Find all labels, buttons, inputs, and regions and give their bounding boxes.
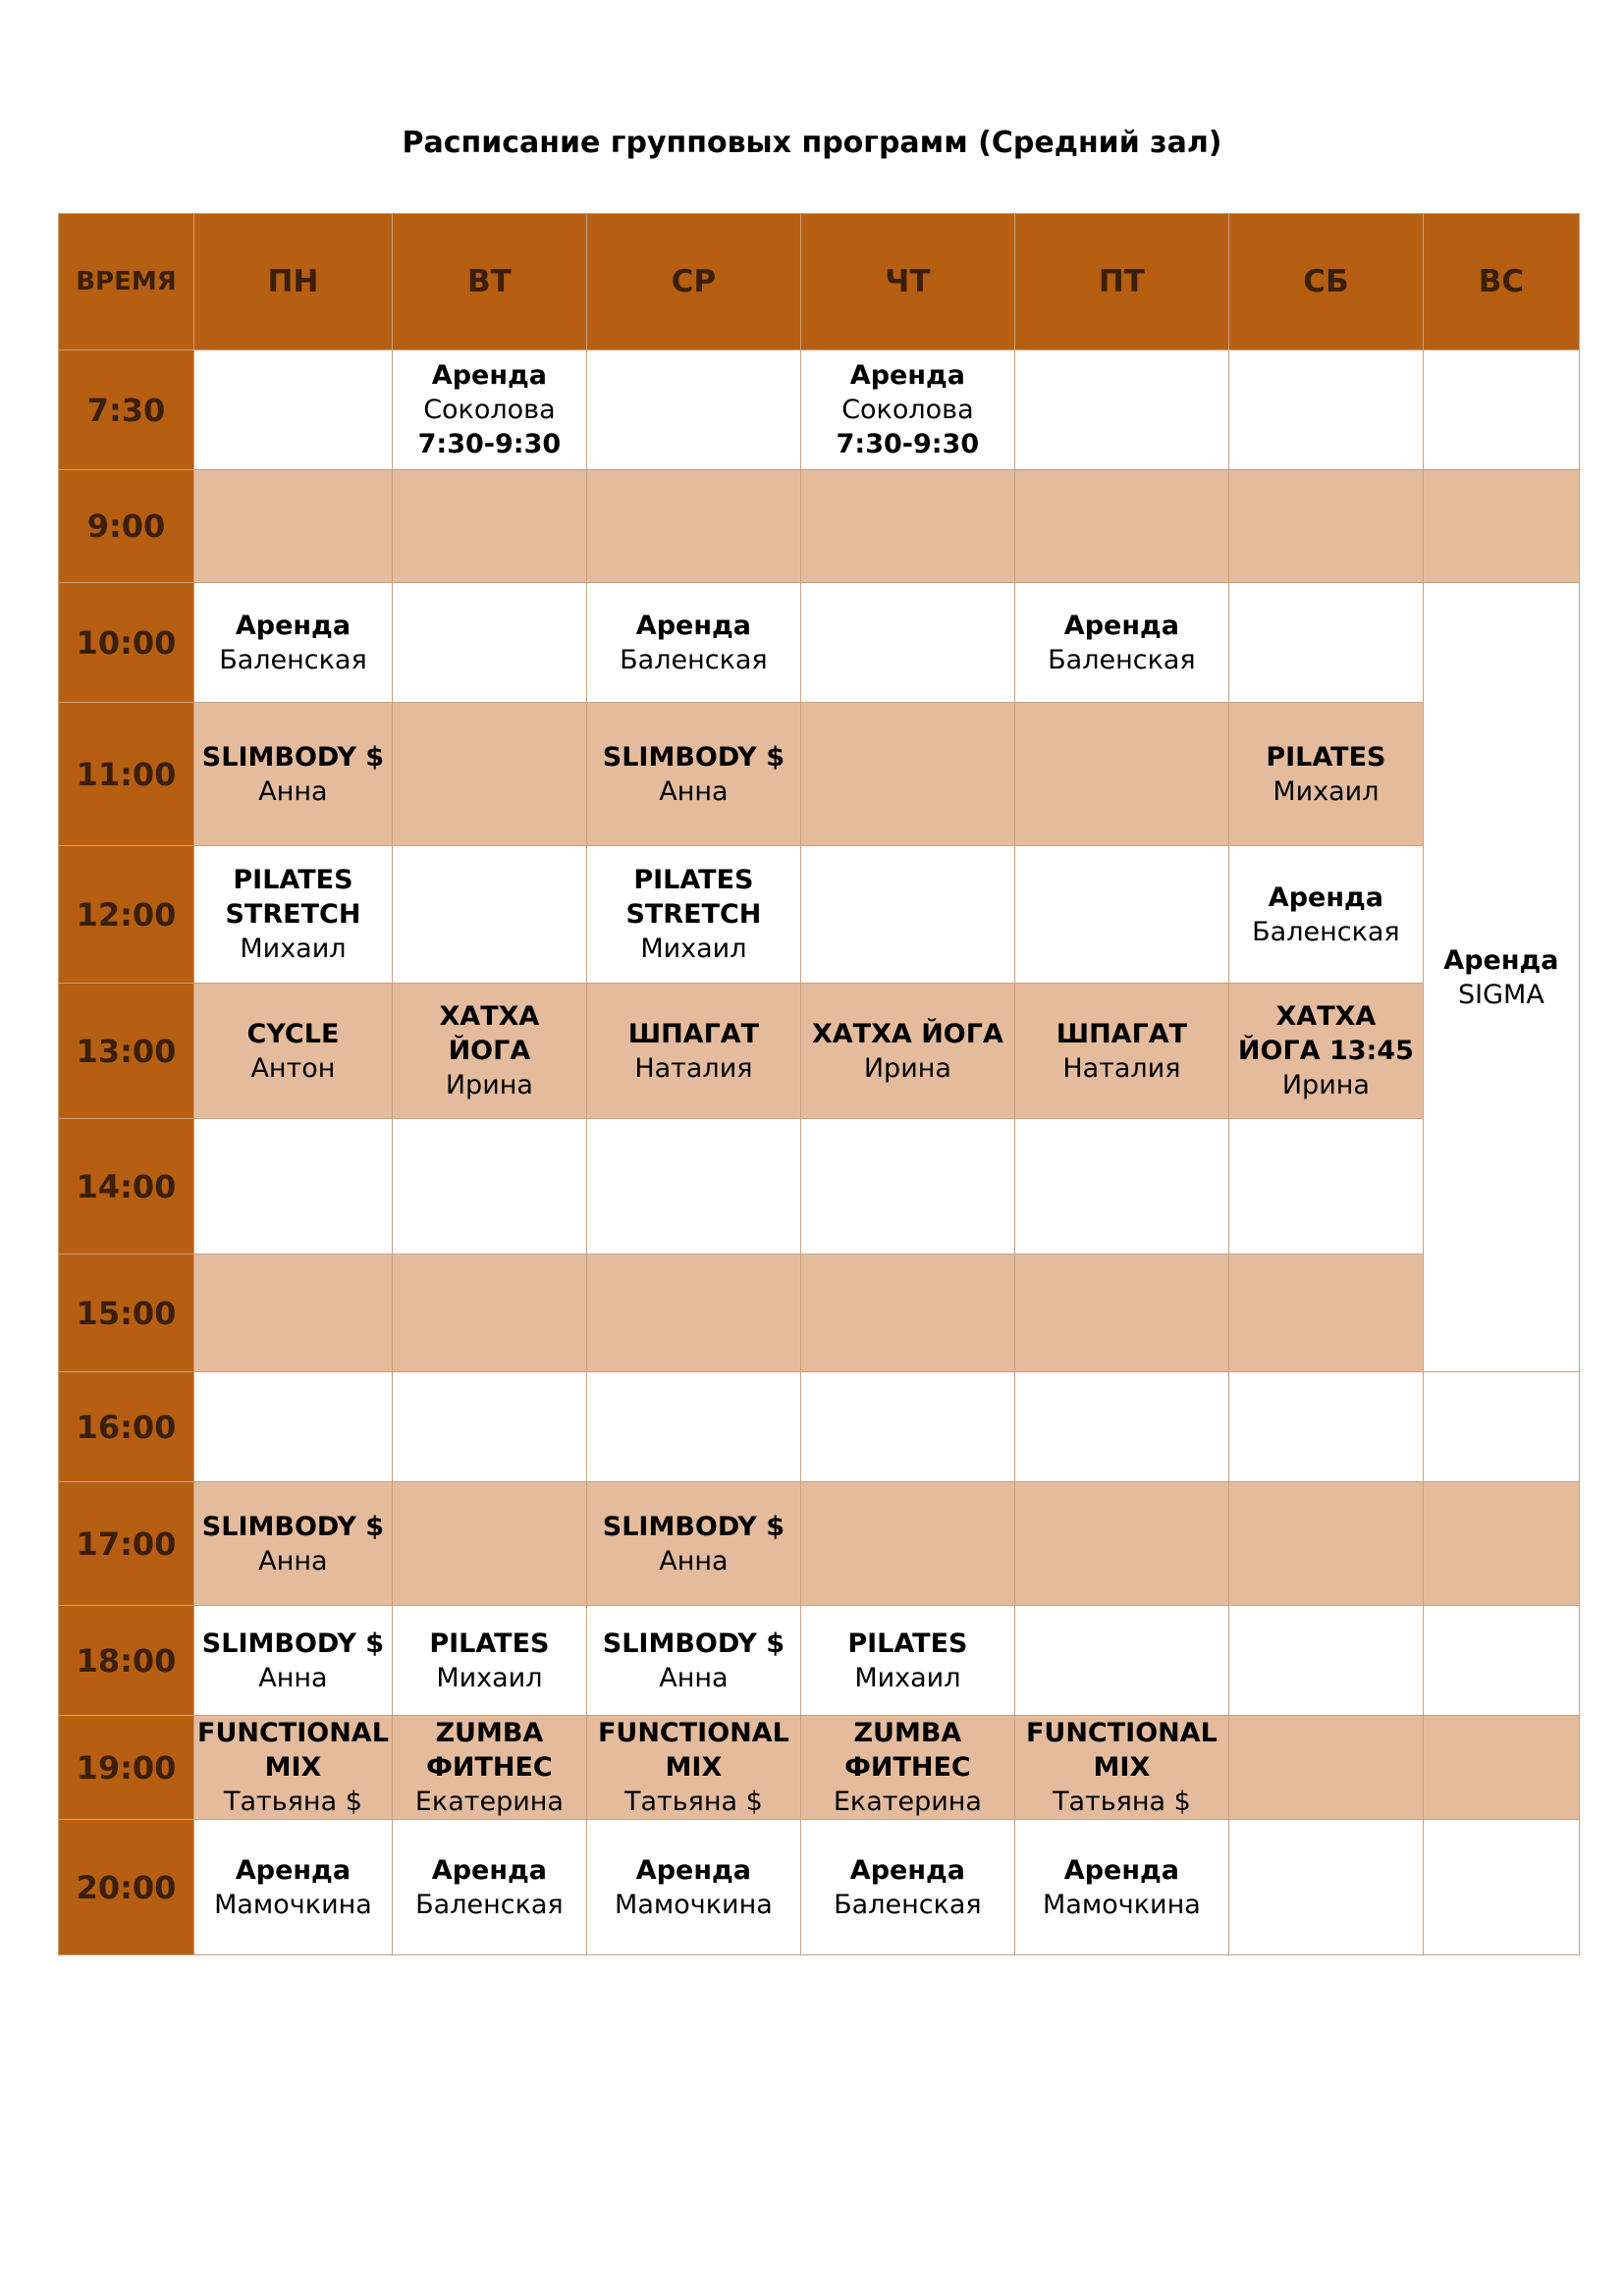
class-name: Аренда [635, 1854, 752, 1886]
class-name: PILATES STRETCH [625, 865, 762, 930]
cell-tue [392, 1482, 586, 1606]
class-name: SLIMBODY $ [201, 1511, 385, 1542]
class-name: Аренда [431, 1854, 548, 1886]
instructor-name: Наталия [634, 1052, 753, 1084]
class-name: SLIMBODY $ [201, 741, 385, 773]
schedule-row [59, 470, 1580, 583]
class-name: Аренда [1063, 1854, 1180, 1886]
instructor-name: Татьяна $ [1052, 1787, 1191, 1817]
instructor-name: Баленская [1252, 916, 1400, 947]
instructor-name: Татьяна $ [224, 1787, 362, 1817]
cell-tue [392, 583, 586, 703]
cell-mon [194, 1482, 393, 1606]
cell-sat [1228, 350, 1423, 470]
cell-fri [1014, 1255, 1228, 1372]
cell-thu [800, 350, 1014, 470]
instructor-name: Мамочкина [615, 1889, 773, 1920]
time-slot: 10:00 [59, 583, 194, 703]
cell-wed [586, 583, 800, 703]
cell-wed [586, 1716, 800, 1820]
instructor-name: Анна [659, 775, 729, 807]
cell-sat [1228, 846, 1423, 984]
page-title: Расписание групповых программ (Средний зал) [402, 126, 1222, 160]
cell-mon [194, 984, 393, 1119]
cell-wed [586, 1820, 800, 1955]
cell-fri [1014, 703, 1228, 846]
cell-thu [800, 1606, 1014, 1716]
header-sun: ВС [1423, 214, 1579, 350]
time-slot: 17:00 [59, 1482, 194, 1606]
instructor-name: Анна [659, 1545, 729, 1576]
schedule-row [59, 1372, 1580, 1482]
cell-wed [586, 470, 800, 583]
instructor-name: Наталия [1062, 1052, 1181, 1084]
cell-thu [800, 470, 1014, 583]
cell-thu [800, 583, 1014, 703]
time-slot: 14:00 [59, 1119, 194, 1255]
instructor-name: Соколова [841, 395, 974, 425]
cell-tue [392, 1606, 586, 1716]
cell-fri [1014, 1606, 1228, 1716]
cell-thu [800, 984, 1014, 1119]
class-name: SLIMBODY $ [602, 741, 785, 773]
instructor-name: Ирина [1281, 1070, 1370, 1100]
class-name: FUNCTIONAL MIX [197, 1718, 389, 1783]
class-name: ШПАГАТ [627, 1018, 760, 1049]
class-name: PILATES STRETCH [225, 865, 361, 930]
cell-sun [1423, 470, 1579, 583]
time-slot: 11:00 [59, 703, 194, 846]
class-name: PILATES [429, 1628, 550, 1659]
cell-fri [1014, 1482, 1228, 1606]
class-time: 7:30-9:30 [417, 429, 562, 459]
instructor-name: Баленская [219, 644, 367, 675]
instructor-name: Михаил [854, 1662, 961, 1693]
cell-mon [194, 350, 393, 470]
cell-thu [800, 846, 1014, 984]
cell-sun [1423, 350, 1579, 470]
instructor-name: Антон [250, 1052, 336, 1084]
cell-wed [586, 1372, 800, 1482]
cell-thu [800, 1482, 1014, 1606]
cell-tue [392, 1820, 586, 1955]
cell-sun [1423, 1372, 1579, 1482]
cell-fri [1014, 984, 1228, 1119]
cell-fri [1014, 470, 1228, 583]
class-name: SLIMBODY $ [602, 1511, 785, 1542]
class-name: Аренда [431, 360, 548, 391]
class-name: ZUMBA ФИТНЕС [844, 1718, 971, 1783]
instructor-name: Михаил [640, 934, 747, 964]
schedule-row [59, 703, 1580, 846]
cell-wed [586, 703, 800, 846]
header-tue: ВТ [392, 214, 586, 350]
cell-fri [1014, 350, 1228, 470]
instructor-name: Михаил [1272, 775, 1380, 807]
schedule-row [59, 1820, 1580, 1955]
class-name: PILATES [847, 1628, 968, 1659]
class-name: FUNCTIONAL MIX [597, 1718, 789, 1783]
schedule-table [58, 213, 1580, 1955]
time-slot: 9:00 [59, 470, 194, 583]
time-slot: 13:00 [59, 984, 194, 1119]
instructor-name: Баленская [834, 1889, 982, 1920]
cell-fri [1014, 583, 1228, 703]
instructor-name: SIGMA [1458, 979, 1544, 1010]
schedule-row [59, 583, 1580, 703]
class-name: Аренда [235, 610, 352, 641]
cell-mon [194, 583, 393, 703]
cell-mon [194, 703, 393, 846]
class-name: Аренда [849, 1854, 966, 1886]
instructor-name: Анна [659, 1662, 729, 1693]
class-name: PILATES [1266, 741, 1386, 773]
header-row [59, 214, 1580, 350]
header-time: ВРЕМЯ [59, 214, 194, 350]
instructor-name: Соколова [423, 395, 556, 425]
cell-mon [194, 1255, 393, 1372]
cell-mon [194, 1716, 393, 1820]
cell-sat [1228, 1820, 1423, 1955]
class-name: ZUMBA ФИТНЕС [426, 1718, 553, 1783]
cell-sat [1228, 1606, 1423, 1716]
cell-wed [586, 350, 800, 470]
cell-tue [392, 350, 586, 470]
class-name: Аренда [1268, 881, 1384, 913]
cell-sun [1423, 1820, 1579, 1955]
instructor-name: Екатерина [833, 1787, 982, 1817]
class-time: 7:30-9:30 [836, 429, 980, 459]
instructor-name: Баленская [620, 644, 768, 675]
schedule-row [59, 1716, 1580, 1820]
cell-fri [1014, 1820, 1228, 1955]
cell-wed [586, 1119, 800, 1255]
class-name: SLIMBODY $ [201, 1628, 385, 1659]
schedule-row [59, 1606, 1580, 1716]
cell-sat [1228, 1716, 1423, 1820]
cell-sat [1228, 583, 1423, 703]
cell-wed [586, 1255, 800, 1372]
cell-mon [194, 1606, 393, 1716]
time-slot: 12:00 [59, 846, 194, 984]
class-name: Аренда [1063, 610, 1180, 641]
schedule-row [59, 1255, 1580, 1372]
time-slot: 7:30 [59, 350, 194, 470]
class-name: SLIMBODY $ [602, 1628, 785, 1659]
time-slot: 20:00 [59, 1820, 194, 1955]
cell-sat [1228, 1255, 1423, 1372]
schedule-row [59, 846, 1580, 984]
instructor-name: Баленская [1048, 644, 1196, 675]
instructor-name: Ирина [863, 1052, 951, 1084]
cell-sat [1228, 703, 1423, 846]
cell-tue [392, 470, 586, 583]
header-fri: ПТ [1014, 214, 1228, 350]
class-name: ШПАГАТ [1056, 1018, 1188, 1049]
instructor-name: Анна [258, 1545, 328, 1576]
cell-fri [1014, 846, 1228, 984]
cell-thu [800, 1820, 1014, 1955]
header-sat: СБ [1228, 214, 1423, 350]
cell-sun [1423, 1482, 1579, 1606]
instructor-name: Баленская [415, 1889, 564, 1920]
class-name: Аренда [635, 610, 752, 641]
cell-sat [1228, 1372, 1423, 1482]
instructor-name: Екатерина [414, 1787, 564, 1817]
instructor-name: Анна [258, 1662, 328, 1693]
cell-tue [392, 984, 586, 1119]
cell-tue [392, 1372, 586, 1482]
schedule-row [59, 1482, 1580, 1606]
time-slot: 19:00 [59, 1716, 194, 1820]
time-slot: 18:00 [59, 1606, 194, 1716]
header-wed: СР [586, 214, 800, 350]
class-name: ХАТХА ЙОГА [811, 1018, 1003, 1049]
schedule-row [59, 1119, 1580, 1255]
time-slot: 16:00 [59, 1372, 194, 1482]
class-name: Аренда [849, 360, 966, 391]
instructor-name: Мамочкина [1043, 1889, 1201, 1920]
cell-wed [586, 1606, 800, 1716]
cell-mon [194, 1119, 393, 1255]
instructor-name: Татьяна $ [623, 1787, 763, 1817]
cell-sun [1423, 1606, 1579, 1716]
cell-mon [194, 1820, 393, 1955]
class-name: Аренда [1443, 944, 1559, 976]
class-name: Аренда [235, 1854, 352, 1886]
cell-thu [800, 1372, 1014, 1482]
cell-sat [1228, 984, 1423, 1119]
cell-sat [1228, 1119, 1423, 1255]
class-name: ХАТХА ЙОГА 13:45 [1237, 1001, 1414, 1066]
cell-tue [392, 703, 586, 846]
instructor-name: Михаил [240, 934, 347, 964]
cell-fri [1014, 1372, 1228, 1482]
cell-mon [194, 846, 393, 984]
cell-tue [392, 1119, 586, 1255]
cell-wed [586, 984, 800, 1119]
time-slot: 15:00 [59, 1255, 194, 1372]
cell-sat [1228, 1482, 1423, 1606]
schedule-row [59, 350, 1580, 470]
cell-sun-merged [1423, 583, 1579, 1372]
cell-mon [194, 1372, 393, 1482]
cell-tue [392, 1716, 586, 1820]
instructor-name: Мамочкина [214, 1889, 372, 1920]
header-mon: ПН [194, 214, 393, 350]
cell-fri [1014, 1119, 1228, 1255]
schedule-row [59, 984, 1580, 1119]
cell-thu [800, 703, 1014, 846]
class-name: ХАТХА ЙОГА [439, 1001, 540, 1066]
cell-sun [1423, 1716, 1579, 1820]
cell-wed [586, 1482, 800, 1606]
instructor-name: Анна [258, 775, 328, 807]
cell-mon [194, 470, 393, 583]
header-thu: ЧТ [800, 214, 1014, 350]
cell-fri [1014, 1716, 1228, 1820]
instructor-name: Михаил [436, 1662, 543, 1693]
cell-thu [800, 1255, 1014, 1372]
cell-tue [392, 1255, 586, 1372]
cell-tue [392, 846, 586, 984]
class-name: CYCLE [246, 1018, 340, 1049]
instructor-name: Ирина [445, 1070, 533, 1100]
cell-thu [800, 1119, 1014, 1255]
cell-thu [800, 1716, 1014, 1820]
cell-wed [586, 846, 800, 984]
cell-sat [1228, 470, 1423, 583]
class-name: FUNCTIONAL MIX [1025, 1718, 1218, 1783]
